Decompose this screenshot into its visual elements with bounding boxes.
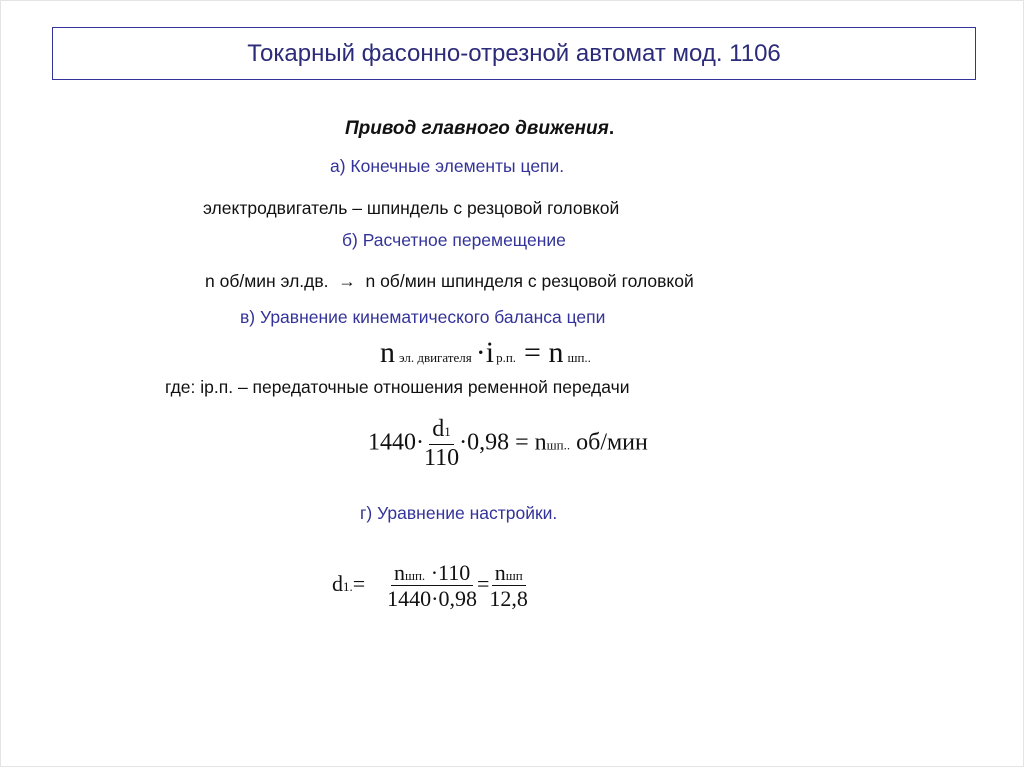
item-g-label: г) Уравнение настройки. bbox=[360, 503, 558, 523]
eq3-denominator2: 12,8 bbox=[489, 586, 528, 612]
eq3-eq2: = bbox=[477, 570, 490, 596]
eq3-eq1: = bbox=[352, 570, 366, 596]
item-v-label: в) Уравнение кинематического баланса цепи bbox=[240, 307, 606, 327]
eq2-sub: шп.. bbox=[546, 437, 571, 453]
eq2-num-sub: 1 bbox=[444, 424, 451, 439]
eq1-n: n bbox=[380, 336, 395, 369]
eq1-sub2: р.п. bbox=[496, 350, 517, 365]
title-box bbox=[52, 27, 976, 80]
eq1-sub1: эл. двигателя bbox=[399, 350, 472, 365]
eq3-fraction2 bbox=[489, 560, 528, 612]
item-b-text: n об/мин эл.дв. → n об/мин шпинделя с резцовой головкой bbox=[205, 271, 694, 291]
eq3-num2-sub: шп bbox=[505, 568, 523, 583]
eq2-num-d: d bbox=[432, 416, 445, 442]
eq1-dot: · bbox=[475, 336, 486, 369]
eq2-numerator bbox=[429, 416, 454, 445]
item-b-label: б) Расчетное перемещение bbox=[342, 230, 566, 250]
item-a-label: а) Конечные элементы цепи. bbox=[330, 156, 565, 176]
eq3-fraction1 bbox=[387, 560, 477, 612]
eq3-num1-sub: шп. bbox=[404, 568, 426, 583]
eq3-denominator1: 1440·0,98 bbox=[387, 586, 477, 612]
eq2-right: ·0,98 = n bbox=[459, 429, 547, 456]
eq2-fraction bbox=[424, 416, 459, 472]
eq2-left: 1440· bbox=[368, 429, 424, 456]
eq3-num1-n: n bbox=[393, 560, 405, 585]
heading-dot: . bbox=[608, 118, 615, 139]
eq3-lhs: d bbox=[332, 570, 343, 596]
eq3-numerator2 bbox=[492, 560, 526, 586]
balance-equation bbox=[368, 416, 648, 472]
tuning-equation bbox=[332, 560, 528, 612]
eq1-n2: n bbox=[548, 336, 564, 369]
kinematic-equation bbox=[380, 336, 591, 370]
eq2-denominator: 110 bbox=[424, 444, 460, 471]
eq1-eq: = bbox=[524, 336, 541, 369]
eq1-i: i bbox=[485, 336, 495, 369]
eq3-lhs-sub: 1. bbox=[343, 578, 353, 594]
eq2-unit: об/мин bbox=[570, 429, 648, 456]
item-a-text: электродвигатель – шпиндель с резцовой головкой bbox=[203, 198, 620, 218]
eq3-num2-n: n bbox=[494, 560, 506, 585]
eq3-numerator1 bbox=[391, 560, 473, 586]
heading-text: Привод главного движения bbox=[345, 118, 609, 139]
eq3-num1-rest: ·110 bbox=[425, 560, 471, 585]
where-text: где: iр.п. – передаточные отношения ременной передачи bbox=[165, 377, 630, 397]
section-heading bbox=[345, 118, 614, 140]
slide-title: Токарный фасонно-отрезной автомат мод. 1106 bbox=[247, 39, 781, 67]
eq1-sub3: шп.. bbox=[567, 350, 591, 365]
